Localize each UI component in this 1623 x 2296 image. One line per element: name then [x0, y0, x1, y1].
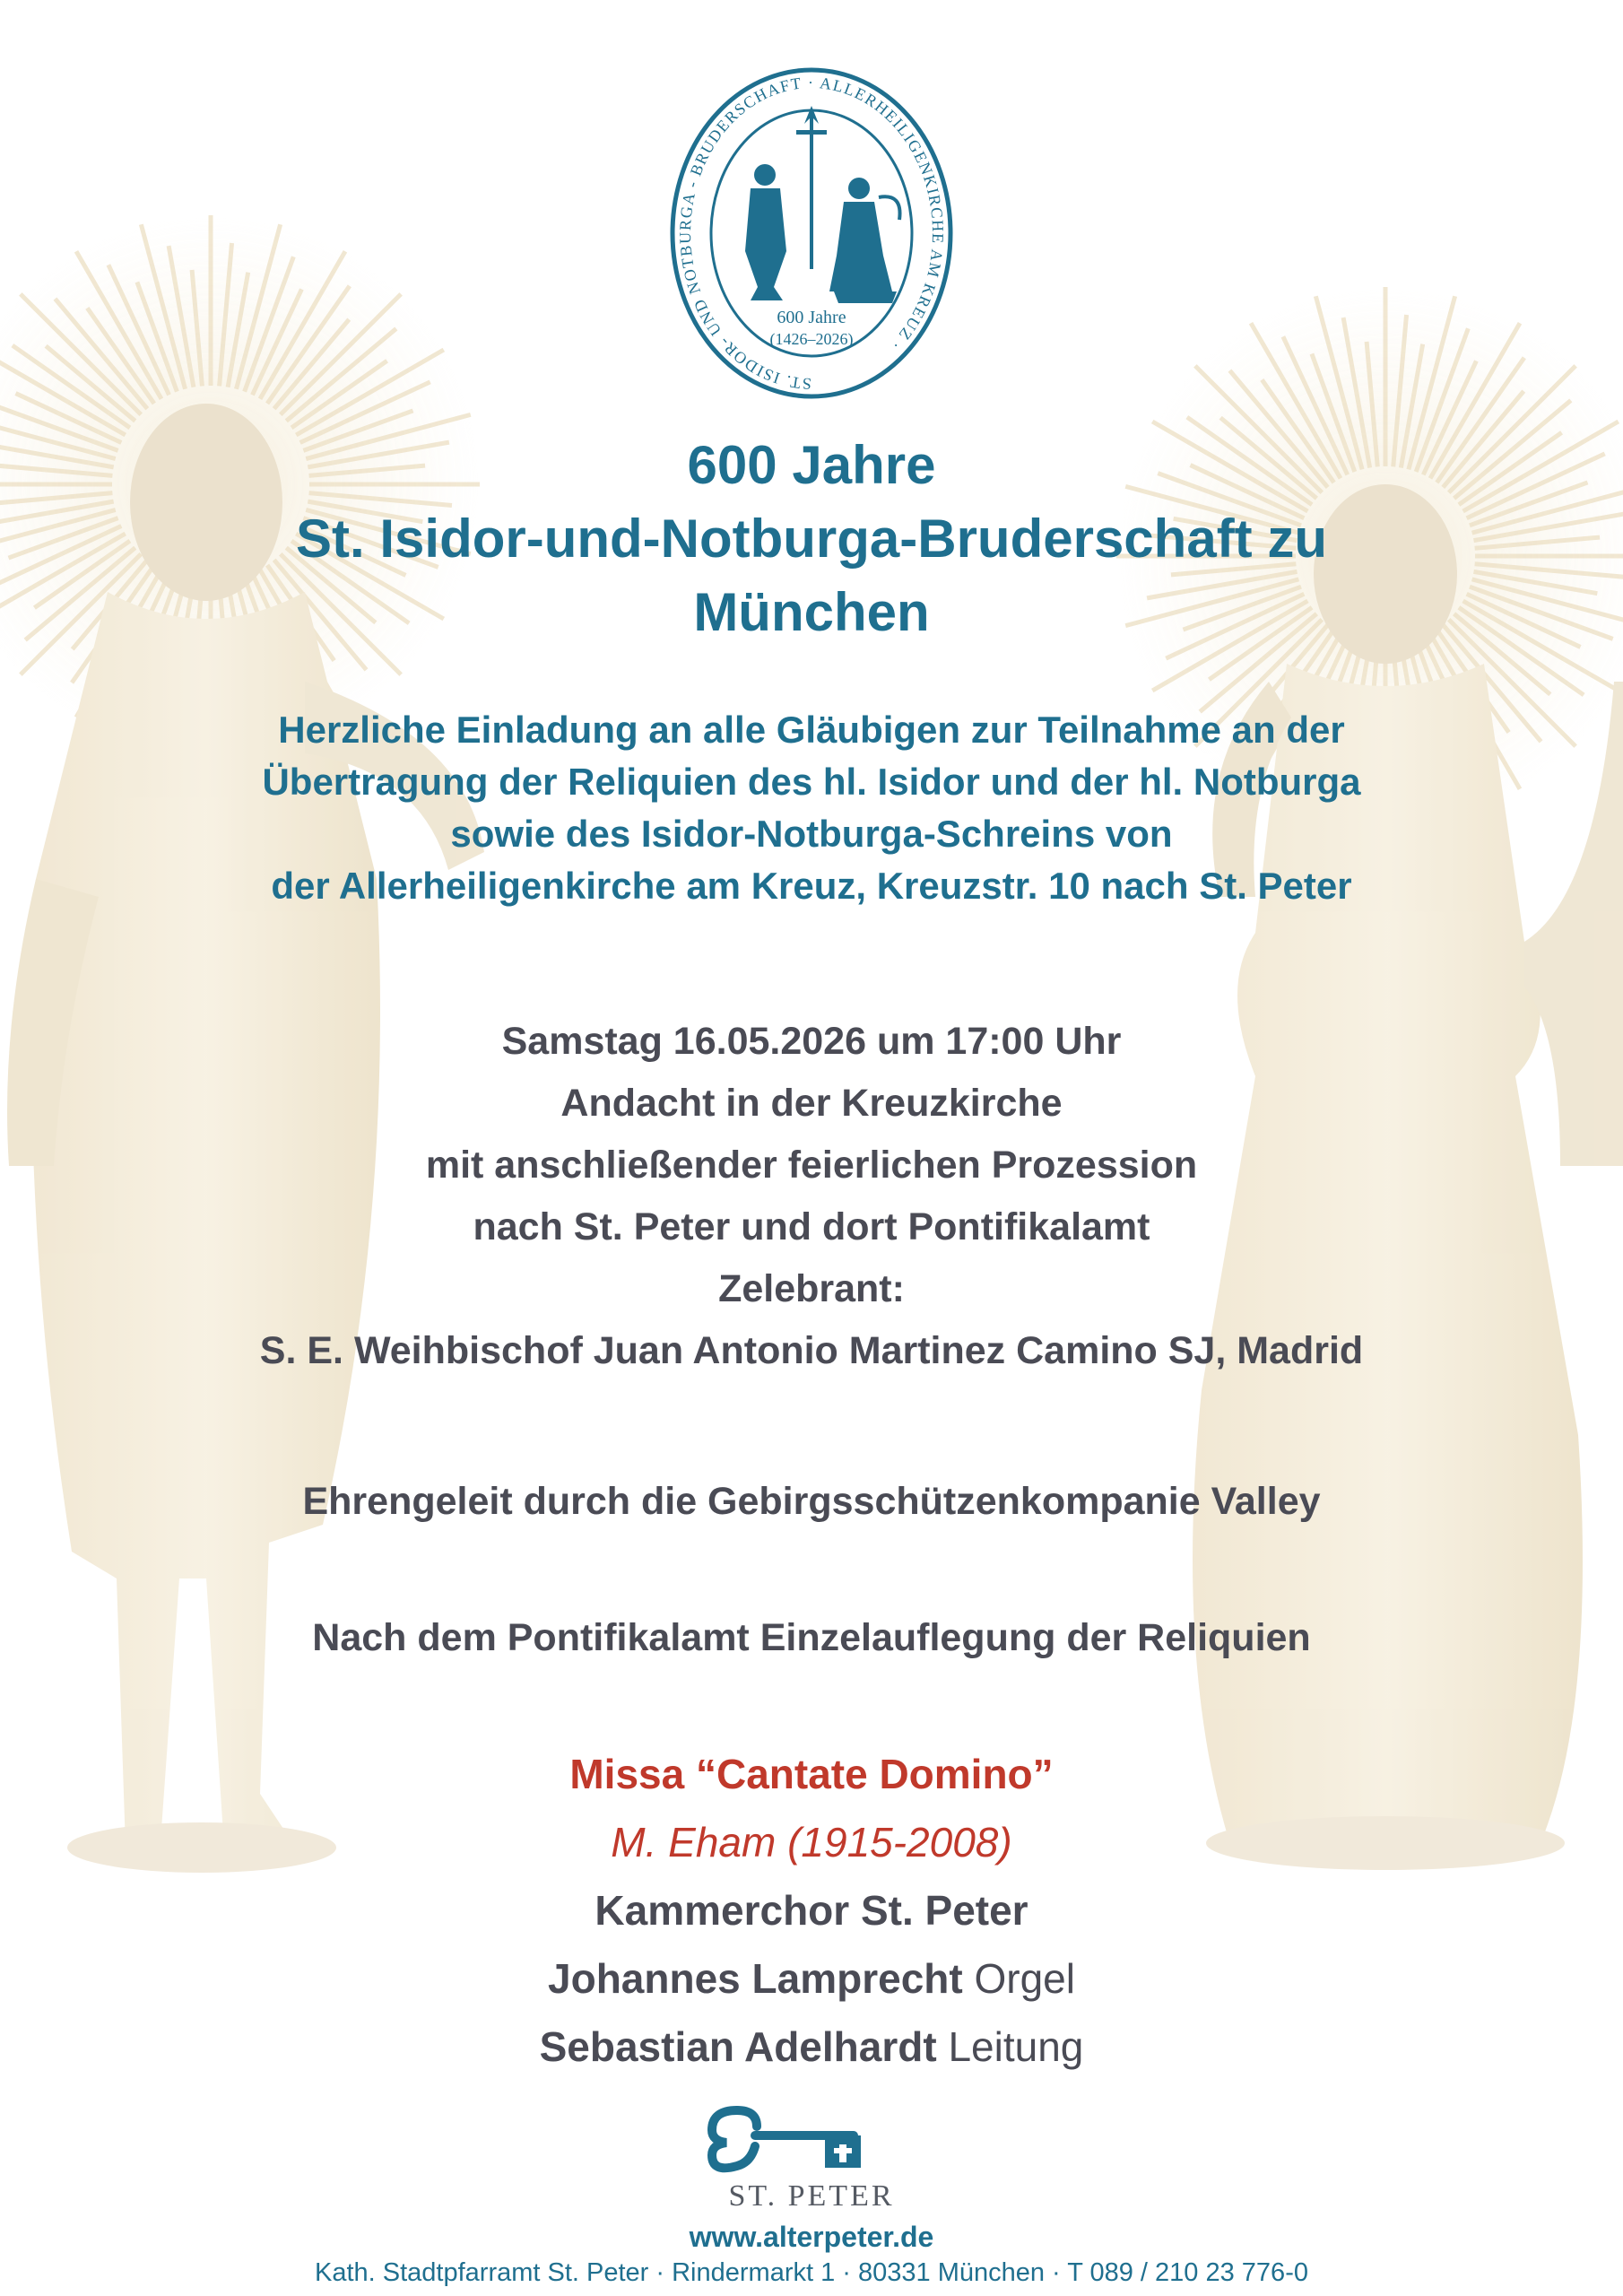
website-link[interactable]: www.alterpeter.de	[689, 2221, 934, 2253]
event-date: Samstag 16.05.2026 um 17:00 Uhr	[501, 1020, 1122, 1063]
event-line-5: Zelebrant:	[718, 1267, 905, 1310]
invitation-line-3: sowie des Isidor-Notburga-Schreins von	[450, 813, 1173, 855]
organist-role: Orgel	[974, 1955, 1075, 2002]
st-peter-logo-text: ST. PETER	[728, 2179, 895, 2213]
escort-line: Ehrengeleit durch die Gebirgsschützenkompanie Valley	[302, 1480, 1321, 1523]
seal-years-range: (1426–2026)	[769, 330, 854, 348]
conductor-line	[0, 2013, 1623, 2081]
title-line-2: St. Isidor-und-Notburga-Bruderschaft zu	[296, 509, 1327, 569]
invitation-line-2: Übertragung der Reliquien des hl. Isidor und der hl. Notburga	[262, 761, 1361, 803]
choir: Kammerchor St. Peter	[595, 1887, 1028, 1934]
title-line-3: München	[693, 582, 930, 642]
title-line-1: 600 Jahre	[687, 435, 936, 495]
invitation-line-4: der Allerheiligenkirche am Kreuz, Kreuzstr. 10 nach St. Peter	[271, 865, 1352, 907]
conductor-name: Sebastian Adelhardt	[539, 2023, 937, 2070]
event-details	[0, 1011, 1623, 1382]
st-peter-key-logo	[701, 2094, 881, 2175]
music-program	[0, 1740, 1623, 2081]
composer: M. Eham (1915-2008)	[611, 1819, 1012, 1866]
event-line-2: Andacht in der Kreuzkirche	[560, 1082, 1063, 1125]
organist-line	[0, 1944, 1623, 2013]
invitation-text	[0, 704, 1623, 912]
parish-address: Kath. Stadtpfarramt St. Peter · Rindermarkt 1 · 80331 München · T 089 / 210 23 776-0	[315, 2258, 1308, 2287]
after-mass-line: Nach dem Pontifikalamt Einzelauflegung der Reliquien	[312, 1616, 1311, 1659]
event-celebrant: S. E. Weihbischof Juan Antonio Martinez Camino SJ, Madrid	[259, 1329, 1364, 1372]
seal-years: 600 Jahre	[777, 308, 846, 327]
event-line-4: nach St. Peter und dort Pontifikalamt	[473, 1205, 1150, 1248]
brotherhood-seal-logo	[668, 63, 955, 399]
missa-title: Missa “Cantate Domino”	[569, 1751, 1054, 1797]
event-line-3: mit anschließender feierlichen Prozession	[425, 1144, 1198, 1187]
organist-name: Johannes Lamprecht	[548, 1955, 963, 2002]
conductor-role: Leitung	[948, 2023, 1084, 2070]
page-title	[0, 429, 1623, 649]
invitation-line-1: Herzliche Einladung an alle Gläubigen zur Teilnahme an der	[278, 709, 1345, 751]
seal-ring-text: ST. ISIDOR- UND NOTBURGA - BRUDERSCHAFT · ALLERHEILIGENKIRCHE AM KREUZ ·	[675, 73, 948, 394]
